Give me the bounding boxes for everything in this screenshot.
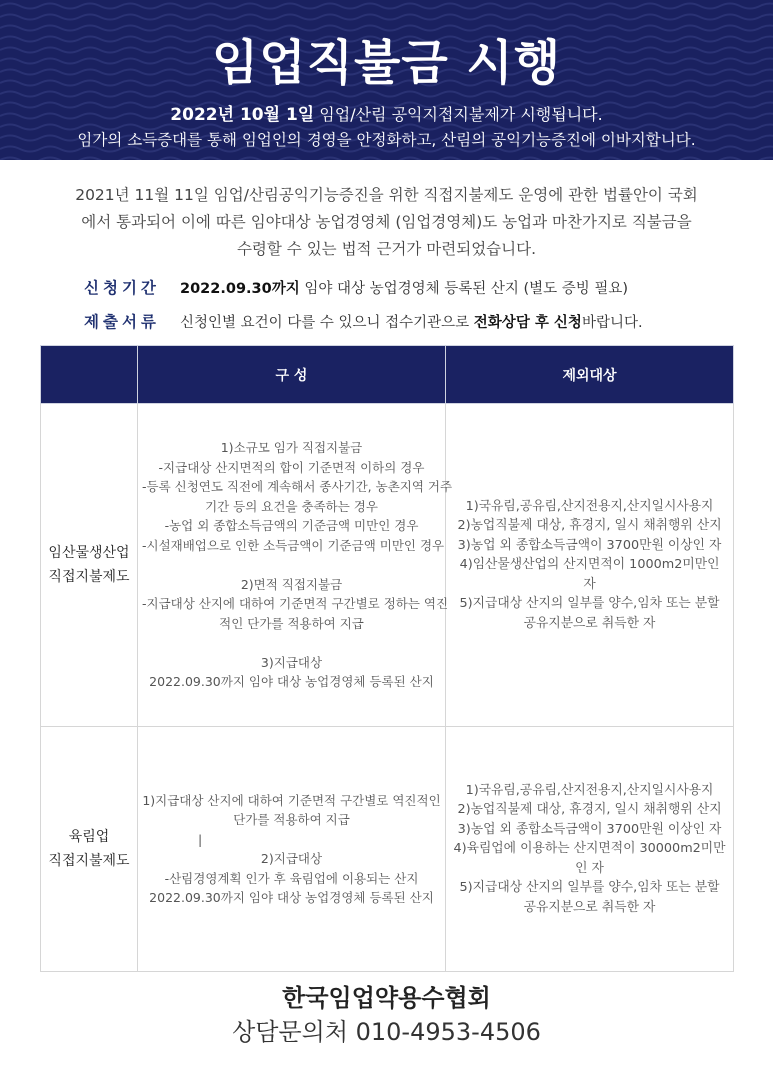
composition-line: 단가를 적용하여 지급 [233,812,350,827]
intro-line: 2021년 11월 11일 임업/산림공익기능증진을 위한 직접지불제도 운영에 관한 법률안이 국회 [75,186,698,204]
exclusion-line: 1)국유림,공유림,산지전용지,산지일시사용지 [465,498,714,514]
contact-info: 상담문의처 010-4953-4506 [232,1018,541,1046]
row-name-silviculture [41,727,138,972]
row-name-line: 육림업 [68,829,110,845]
exclusion-line: 공유지분으로 취득한 자 [523,899,656,915]
banner-description: 임가의 소득증대를 통해 임업인의 경영을 안정화하고, 산림의 공익기능증진에 이바지합니다. [77,131,696,149]
exclusion-line: 공유지분으로 취득한 자 [523,615,656,631]
header-empty [41,346,138,404]
composition-line: 1)지급대상 산지에 대하여 기준면적 구간별로 역진적인 [142,792,441,808]
exclusion-line: 4)육림업에 이용하는 산지면적이 30000m2미만 [453,841,726,857]
header-banner [0,0,773,160]
composition-line: 2)면적 직접지불금 [240,576,343,592]
start-date: 2022년 10월 1일 [170,105,315,125]
wave-line [0,4,773,9]
composition-line: -지급대상 산지에 대하여 기준면적 구간별로 정하는 역진 [142,596,449,612]
composition-line: 기간 등의 요건을 충족하는 경우 [205,498,378,514]
period-label: 신청기간 [84,279,160,297]
composition-line: -등록 신청연도 직전에 계속해서 종사기간, 농촌지역 거주 [142,479,453,495]
exclusion-line: 2)농업직불제 대상, 휴경지, 일시 채취행위 산지 [457,802,722,818]
exclusions-cell [446,404,734,727]
exclusion-line: 4)임산물생산업의 산지면적이 1000m2미만인 [459,557,720,573]
composition-line: 2022.09.30까지 임야 대상 농업경영체 등록된 산지 [149,890,434,905]
banner-subtitle [0,100,773,125]
exclusion-line: 3)농업 외 종합소득금액이 3700만원 이상인 자 [457,537,722,553]
composition-cell [138,727,446,972]
intro-line: 에서 통과되어 이에 따른 임야대상 농업경영체 (임업경영체)도 농업과 마찬가지로 직불금을 [81,213,692,231]
wave-line [0,158,773,161]
submission-documents [84,310,643,332]
exclusion-line: 인 자 [575,860,604,876]
composition-line: 1)소규모 임가 직접지불금 [220,440,363,456]
exclusion-line: 자 [583,576,596,592]
row-name-forest-products [41,404,138,727]
start-text: 임업/산림 공익지접지불제가 시행됩니다. [314,105,603,124]
row-name-line: 직접지불제도 [48,853,130,869]
program-table [40,345,734,972]
composition-line: 3)지급대상 [260,654,323,670]
exclusion-line: 1)국유림,공유림,산지전용지,산지일시사용지 [465,782,714,798]
composition-line: 2)지급대상 [260,851,323,866]
intro-line: 수령할 수 있는 법적 근거가 마련되었습니다. [236,240,537,258]
documents-label: 제출서류 [84,313,160,331]
organization-name: 한국임업약용수협회 [282,984,491,1012]
composition-line: -농업 외 종합소득금액의 기준금액 미만인 경우 [164,518,419,534]
wave-line [0,15,773,20]
exclusion-line: 2)농업직불제 대상, 휴경지, 일시 채취행위 산지 [457,518,722,534]
application-period [84,276,628,298]
period-text: 임야 대상 농업경영체 등록된 산지 (별도 증빙 필요) [299,281,629,297]
page-title: 임업직불금 시행 [211,35,562,91]
documents-emphasis: 전화상담 후 신청 [473,315,582,331]
composition-line: 2022.09.30까지 임야 대상 농업경영체 등록된 산지 [149,674,434,690]
composition-cell [138,404,453,727]
composition-line: -시설재배업으로 인한 소득금액이 기준금액 미만인 경우 [142,537,445,553]
table-row [41,404,734,727]
row-name-line: 직접지불제도 [48,569,130,585]
header-exclusions: 제외대상 [446,346,734,404]
exclusions-cell [446,727,734,972]
spacer [142,555,441,575]
documents-text-pre: 신청인별 요건이 다를 수 있으니 접수기관으로 [180,315,474,331]
table-row [41,727,734,972]
table-header-row [41,346,734,404]
composition-line: | [198,831,203,847]
row-name-line: 임산물생산업 [48,545,130,561]
composition-line: -지급대상 산지면적의 합이 기준면적 이하의 경우 [158,459,425,475]
exclusion-line: 5)지급대상 산지의 일부를 양수,임차 또는 분할 [459,596,720,612]
composition-line: -산림경영계획 인가 후 육림업에 이용되는 산지 [164,870,419,886]
exclusion-line: 3)농업 외 종합소득금액이 3700만원 이상인 자 [457,821,722,837]
composition-line: 적인 단가를 적용하여 지급 [219,615,364,631]
header-composition: 구 성 [138,346,446,404]
intro-text [40,182,733,263]
exclusion-line: 5)지급대상 산지의 일부를 양수,임차 또는 분할 [459,880,720,896]
spacer [142,633,441,653]
period-date: 2022.09.30까지 [180,281,300,297]
documents-text-post: 바랍니다. [581,315,643,331]
